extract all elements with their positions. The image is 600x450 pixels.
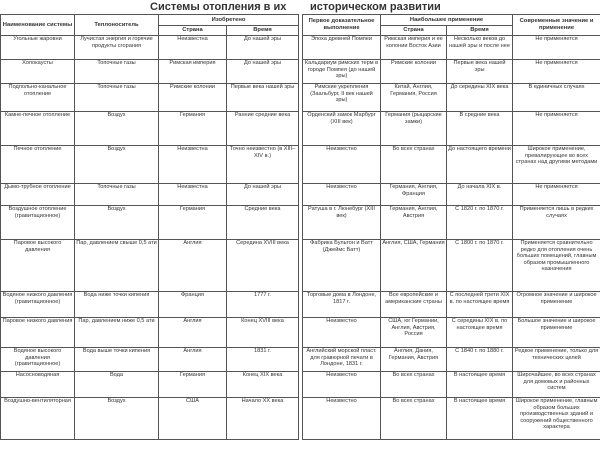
cell-first: Ратуша в г. Люнебург (XIII век) [303, 206, 381, 240]
table-row [1, 372, 299, 398]
cell-time: Начало XX века [227, 398, 299, 440]
table-row [1, 146, 299, 184]
table-row [1, 60, 299, 84]
cell-country: Все европейские и американские страны [381, 292, 447, 318]
table-row [303, 146, 600, 184]
table-row [303, 36, 600, 60]
cell-country: Во всех странах [381, 146, 447, 184]
cell-country: Во всех странах [381, 372, 447, 398]
cell-first: Неизвестно [303, 184, 381, 206]
cell-country: Неизвестна [159, 184, 227, 206]
cell-first: Английский морской пласт. для гравюрной печати в Лондоне, 1831 г. [303, 348, 381, 372]
cell-time: Первые века нашей эры [447, 60, 513, 84]
cell-country: США [159, 398, 227, 440]
table-row [1, 318, 299, 348]
cell-name: Насосноводяная [1, 372, 75, 398]
col-header-widest-use: Наибольшее применение [381, 15, 513, 26]
cell-country: Римская империя и ее колонии Восток Азии [381, 36, 447, 60]
cell-time: До настоящего времени [447, 146, 513, 184]
cell-modern: Не применяется [513, 184, 600, 206]
cell-country: Неизвестна [159, 146, 227, 184]
cell-carrier: Вода [75, 372, 159, 398]
cell-first: Римские укрепления (Заальбург, II век нашей эры) [303, 84, 381, 112]
cell-time: До нашей эры [227, 36, 299, 60]
col-header-country: Страна [381, 26, 447, 36]
cell-modern: Применяется лишь в редких случаях [513, 206, 600, 240]
table-row [303, 84, 600, 112]
col-header-country: Страна [159, 26, 227, 36]
cell-modern: В единичных случаях [513, 84, 600, 112]
table-row [303, 206, 600, 240]
cell-first: Торговые дома в Лондоне, 1817 г. [303, 292, 381, 318]
cell-modern: Широкое применение, главным образом больших производственных зданий и сооружений общественного характера [513, 398, 600, 440]
cell-time: С середины XIX в. по настоящее время [447, 318, 513, 348]
cell-time: В средние века [447, 112, 513, 146]
cell-time: С 1800 г. по 1870 г. [447, 240, 513, 292]
cell-time: До нашей эры [227, 184, 299, 206]
cell-modern: Редкое применение, только для технических целей [513, 348, 600, 372]
cell-country: Англия [159, 348, 227, 372]
table-row [303, 60, 600, 84]
cell-time: Первые века нашей эры [227, 84, 299, 112]
cell-first: Неизвестно [303, 318, 381, 348]
cell-time: До середины XIX века [447, 84, 513, 112]
cell-carrier: Пар, давлением свыше 0,5 ати [75, 240, 159, 292]
cell-first: Кальдариум римских терм в городе Помпея (до нашей эры) [303, 60, 381, 84]
cell-name: Камне-печное отопление [1, 112, 75, 146]
table-row [303, 292, 600, 318]
cell-country: Римские колонии [381, 60, 447, 84]
col-header-first-use: Первое доказательное выполнение [303, 15, 381, 36]
cell-country: Германия [159, 206, 227, 240]
cell-carrier: Пар, давлением ниже 0,5 ати [75, 318, 159, 348]
cell-time: С 1820 г. по 1870 г. [447, 206, 513, 240]
col-header-modern: Современные значение и применение [513, 15, 600, 36]
cell-modern: Не применяется [513, 36, 600, 60]
cell-modern: Огромное значение и широкое применение [513, 292, 600, 318]
cell-time: Середина XVIII века [227, 240, 299, 292]
col-header-name: Наименование системы [1, 15, 75, 36]
cell-time: С 1840 г. по 1880 г. [447, 348, 513, 372]
table-row [1, 84, 299, 112]
table-row [1, 292, 299, 318]
cell-carrier: Топочные газы [75, 84, 159, 112]
cell-first: Фабрика Бультон и Ватт (Джеймс Ватт) [303, 240, 381, 292]
cell-country: Германия [159, 372, 227, 398]
table-row [1, 36, 299, 60]
cell-time: Ранние средние века [227, 112, 299, 146]
cell-time: До начала XIX в. [447, 184, 513, 206]
cell-name: Водяное низкого давления (гравитационное) [1, 292, 75, 318]
cell-time: В настоящее время [447, 398, 513, 440]
cell-time: Конец XVIII века [227, 318, 299, 348]
cell-name: Хопокаусты [1, 60, 75, 84]
table-row [303, 318, 600, 348]
cell-time: В настоящее время [447, 372, 513, 398]
title-part-2: историческом развитии [310, 1, 441, 13]
col-header-time: Время [227, 26, 299, 36]
cell-time: Точно неизвестно (в XIII–XIV в.) [227, 146, 299, 184]
cell-country: Англия, США, Германия [381, 240, 447, 292]
cell-country: Китай, Англия, Германия, Россия [381, 84, 447, 112]
cell-modern: Широчайшее, во всех странах для домовых и районных систем [513, 372, 600, 398]
page-title [0, 1, 600, 15]
heating-systems-table-right [302, 14, 600, 440]
table-row [303, 372, 600, 398]
cell-first: Неизвестно [303, 398, 381, 440]
table-row [303, 348, 600, 372]
cell-time: Средние века [227, 206, 299, 240]
cell-modern: Не применяется [513, 60, 600, 84]
cell-name: Паровое низкого давления [1, 318, 75, 348]
heating-systems-table-left [0, 14, 299, 440]
cell-name: Подпольно-канальное отопление [1, 84, 75, 112]
table-row [1, 398, 299, 440]
cell-country: Англия [159, 318, 227, 348]
cell-carrier: Воздух [75, 398, 159, 440]
cell-modern: Применяется сравнительно редко для отопления очень больших помещений, главным образом промышленного назначения [513, 240, 600, 292]
table-row [303, 398, 600, 440]
cell-name: Паровое высокого давления [1, 240, 75, 292]
table-row [1, 206, 299, 240]
cell-name: Угольные жаровни [1, 36, 75, 60]
cell-modern: Широкое применение, превалирующее во всех странах над другими методами [513, 146, 600, 184]
cell-name: Дымо-трубное отопление [1, 184, 75, 206]
cell-country: Германия, Англия, Франция [381, 184, 447, 206]
table-row [303, 184, 600, 206]
cell-carrier: Топочные газы [75, 184, 159, 206]
table-row [1, 184, 299, 206]
cell-modern: Не применяется [513, 112, 600, 146]
cell-first: Орденский замок Марбург (XIII век) [303, 112, 381, 146]
col-header-invented: Изобретено [159, 15, 299, 26]
cell-first: Неизвестно [303, 372, 381, 398]
cell-country: Германия (рыцарские замки) [381, 112, 447, 146]
cell-time: До нашей эры [227, 60, 299, 84]
cell-carrier: Топочные газы [75, 60, 159, 84]
cell-time: Несколько веков до нашей эры и после нее [447, 36, 513, 60]
cell-country: Германия, Англия, Австрия [381, 206, 447, 240]
cell-carrier: Воздух [75, 206, 159, 240]
cell-name: Печное отопление [1, 146, 75, 184]
cell-country: Неизвестна [159, 36, 227, 60]
cell-carrier: Воздух [75, 112, 159, 146]
table-row [303, 112, 600, 146]
cell-time: Конец XIX века [227, 372, 299, 398]
cell-modern: Большое значение и широкое применение [513, 318, 600, 348]
cell-carrier: Вода ниже точки кипения [75, 292, 159, 318]
col-header-time: Время [447, 26, 513, 36]
cell-first: Эпоха древней Помпеи [303, 36, 381, 60]
table-row [303, 240, 600, 292]
cell-carrier: Воздух [75, 146, 159, 184]
cell-country: Англия [159, 240, 227, 292]
cell-country: Римские колонии [159, 84, 227, 112]
cell-time: 1831 г. [227, 348, 299, 372]
cell-name: Воздушно-вентиляторная [1, 398, 75, 440]
cell-country: Во всех странах [381, 398, 447, 440]
table-row [1, 112, 299, 146]
cell-country: США, юг Германии, Англия, Австрия, Россия [381, 318, 447, 348]
table-row [1, 348, 299, 372]
cell-time: 1777 г. [227, 292, 299, 318]
cell-time: С последней трети XIX в. по настоящее время [447, 292, 513, 318]
col-header-carrier: Теплоноситель [75, 15, 159, 36]
cell-name: Воздушное отопление (гравитационное) [1, 206, 75, 240]
cell-country: Франция [159, 292, 227, 318]
cell-country: Англия, Дания, Германия, Австрия [381, 348, 447, 372]
table-row [1, 240, 299, 292]
cell-country: Германия [159, 112, 227, 146]
cell-carrier: Вода выше точки кипения [75, 348, 159, 372]
cell-name: Водяное высокого давления (гравитационное) [1, 348, 75, 372]
title-part-1: Системы отопления в их [150, 1, 287, 13]
cell-carrier: Лучистая энергия и горячие продукты сгорания [75, 36, 159, 60]
cell-first: Неизвестно [303, 146, 381, 184]
cell-country: Римская империя [159, 60, 227, 84]
